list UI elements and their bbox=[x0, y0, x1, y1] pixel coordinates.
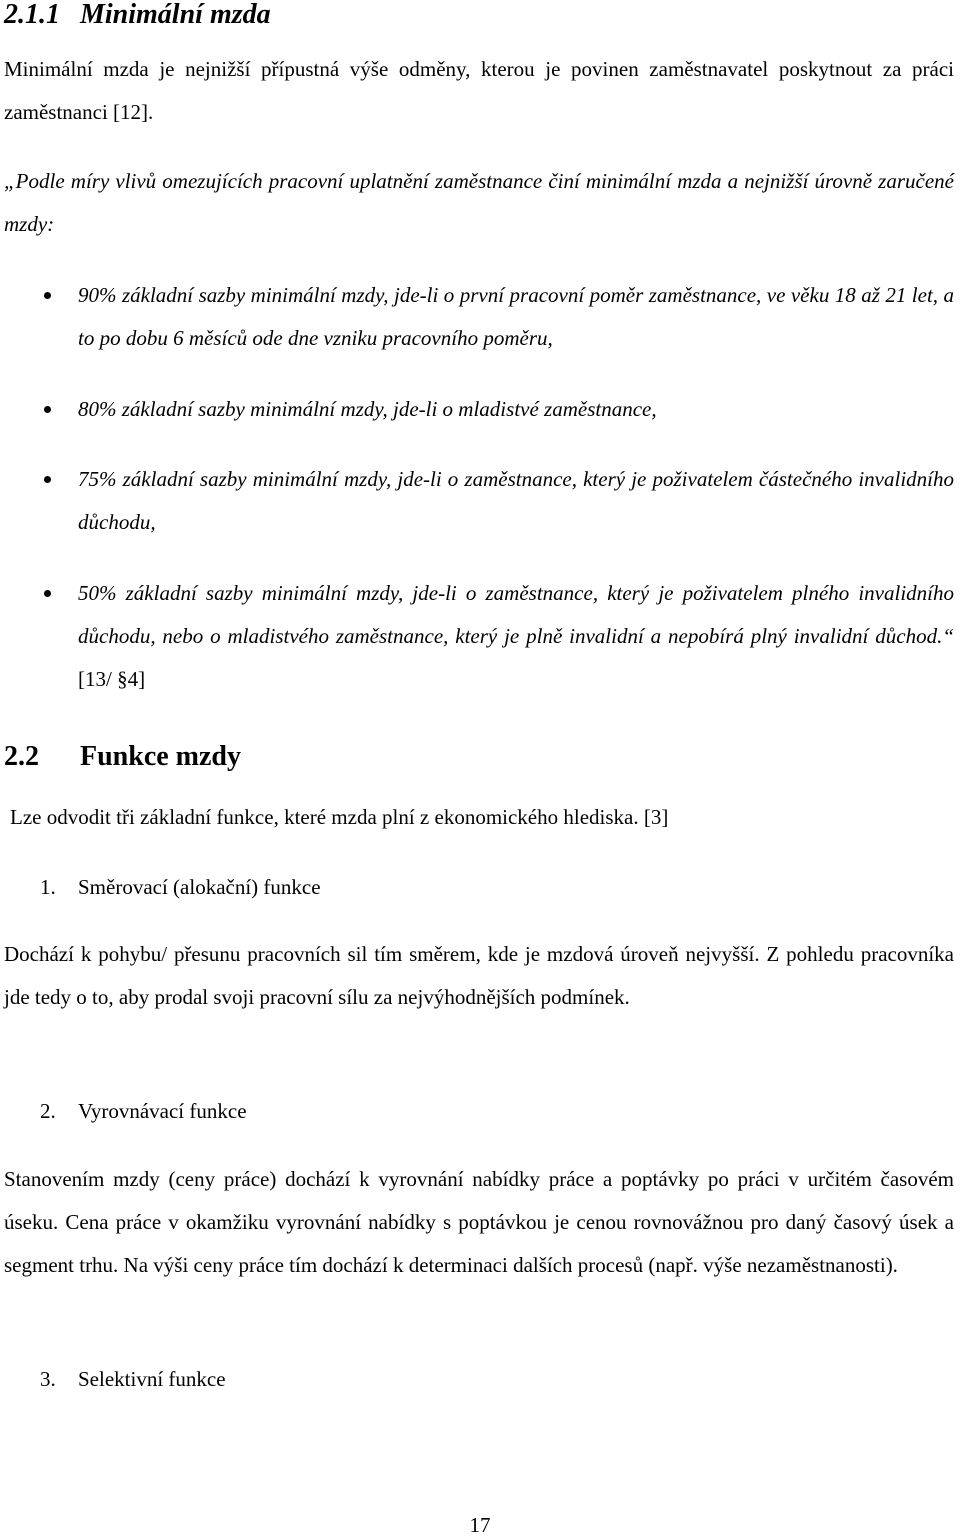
list-item bbox=[78, 458, 954, 544]
list-item-text: 90% základní sazby minimální mzdy, jde-li o první pracovní poměr zaměstnance, ve věku 18 až 21 let, a to po dobu 6 měsíců ode dne vzniku pracovního poměru, bbox=[78, 283, 954, 350]
function-title: Vyrovnávací funkce bbox=[78, 1099, 247, 1123]
function-heading-2 bbox=[40, 1096, 954, 1126]
function-title: Směrovací (alokační) funkce bbox=[78, 875, 321, 899]
bullet-icon bbox=[44, 590, 51, 597]
list-item bbox=[78, 388, 954, 431]
section-title: Funkce mzdy bbox=[80, 741, 241, 772]
section-number: 2.1.1 bbox=[4, 0, 60, 30]
function-number: 1. bbox=[40, 875, 56, 899]
bullet-icon bbox=[44, 476, 51, 483]
list-item-text: 80% základní sazby minimální mzdy, jde-li o mladistvé zaměstnance, bbox=[78, 397, 657, 421]
section-heading-2-2 bbox=[4, 742, 954, 772]
section-heading-2-1-1 bbox=[4, 0, 954, 30]
function-heading-3 bbox=[40, 1364, 954, 1394]
function-text-1: Dochází k pohybu/ přesunu pracovních sil tím směrem, kde je mzdová úroveň nejvyšší. Z pohledu pracovníka jde tedy o to, aby prodal svoji pracovní sílu za nejvýhodnějších podmínek. bbox=[4, 942, 954, 1009]
list-item-text: 75% základní sazby minimální mzdy, jde-li o zaměstnance, který je poživatelem částečného invalidního důchodu, bbox=[78, 467, 954, 534]
section-title: Minimální mzda bbox=[80, 0, 271, 30]
list-item bbox=[78, 274, 954, 360]
list-item bbox=[78, 572, 954, 701]
quote-intro: „Podle míry vlivů omezujících pracovní uplatnění zaměstnance činí minimální mzda a nejnižší úrovně zaručené mzdy: bbox=[4, 169, 954, 236]
minimum-wage-definition: Minimální mzda je nejnižší přípustná výše odměny, kterou je povinen zaměstnavatel poskytnout za práci zaměstnanci [12]. bbox=[4, 57, 954, 124]
function-number: 2. bbox=[40, 1099, 56, 1123]
list-item-text: 50% základní sazby minimální mzdy, jde-li o zaměstnance, který je poživatelem plného invalidního důchodu, nebo o mladistvého zaměstnance, který je plně invalidní a nepobírá plný invalidní důchod.“ bbox=[78, 581, 954, 648]
function-heading-1 bbox=[40, 872, 954, 902]
page-number: 17 bbox=[469, 1513, 491, 1537]
bullet-icon bbox=[44, 292, 51, 299]
function-number: 3. bbox=[40, 1367, 56, 1391]
citation: [13/ §4] bbox=[78, 667, 146, 691]
section-number: 2.2 bbox=[4, 741, 39, 772]
bullet-icon bbox=[44, 406, 51, 413]
functions-intro: Lze odvodit tři základní funkce, které mzda plní z ekonomického hlediska. [3] bbox=[10, 805, 669, 829]
function-title: Selektivní funkce bbox=[78, 1367, 226, 1391]
function-text-2: Stanovením mzdy (ceny práce) dochází k vyrovnání nabídky práce a poptávky po práci v určitém časovém úseku. Cena práce v okamžiku vyrovnání nabídky s poptávkou je cenou rovnovážnou pro daný časový úsek a segment trhu. Na výši ceny práce tím dochází k determinaci dalších procesů (např. výše nezaměstnanosti). bbox=[4, 1167, 954, 1277]
